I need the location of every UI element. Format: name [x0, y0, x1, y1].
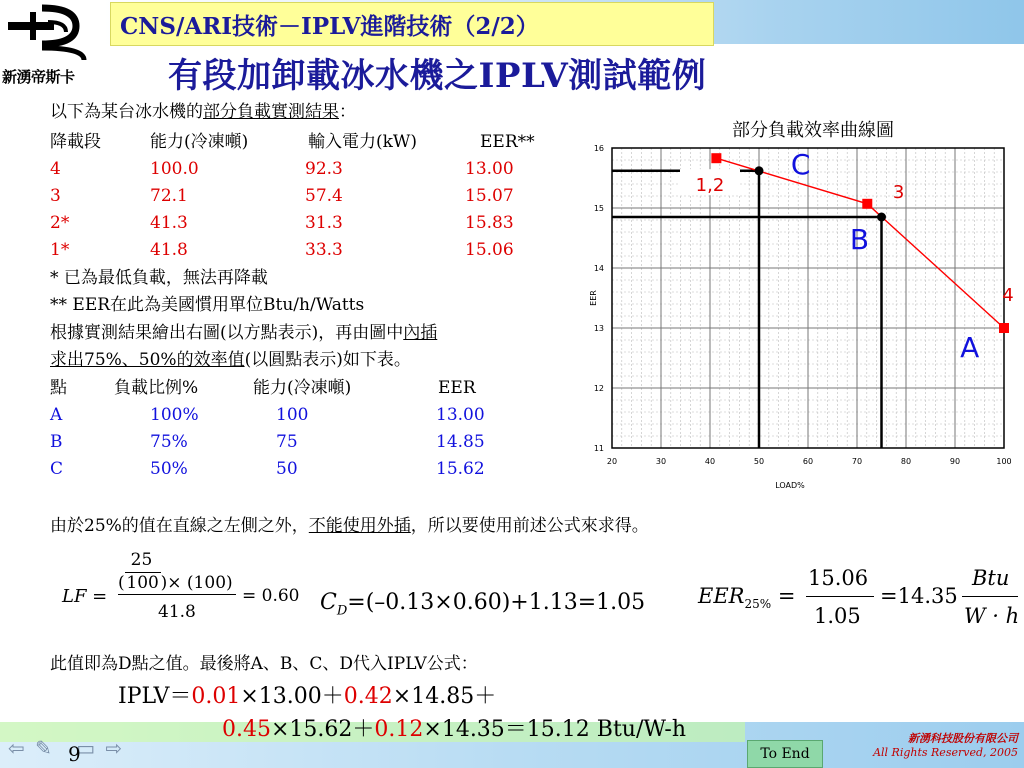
- table-cell: 33.3: [305, 240, 343, 260]
- table2-header-point: 點: [50, 378, 67, 398]
- intro-pre: 以下為某台冰水機的: [50, 102, 203, 122]
- copyright: All Rights Reserved, 2005: [873, 746, 1018, 759]
- point-label-B: B: [849, 223, 870, 256]
- table-cell: 15.06: [465, 240, 514, 260]
- company-name: 新湧科技股份有限公司: [908, 732, 1018, 745]
- to-end-button[interactable]: To End: [747, 740, 823, 768]
- table2-header-capacity: 能力(冷凍噸): [253, 378, 352, 398]
- point-label-3: 3: [892, 181, 905, 203]
- y-tick-label: 15: [593, 204, 604, 213]
- extrapolation-underlined: 不能使用外插: [308, 516, 411, 536]
- x-axis-label: LOAD%: [775, 481, 805, 490]
- note-method-1: [50, 323, 437, 343]
- x-tick-label: 100: [996, 457, 1012, 466]
- table-cell: 75%: [150, 432, 188, 452]
- point-label-C: C: [790, 148, 811, 181]
- table2-header-ratio: 負載比例%: [114, 378, 199, 398]
- eer-fraction-bar: [806, 596, 874, 597]
- table-cell: 72.1: [150, 186, 188, 206]
- table-cell: 3: [50, 186, 61, 206]
- extrapolation-text: ，所以要使用前述公式來求得。: [410, 516, 649, 536]
- x-tick-label: 40: [704, 457, 716, 466]
- chart-title: 部分負載效率曲線圖: [732, 120, 894, 141]
- measured-point: [711, 153, 721, 163]
- extrapolation-text: 由於25%的值在直線之左側之外，: [50, 516, 309, 536]
- y-tick-label: 16: [593, 144, 604, 153]
- measured-point: [999, 323, 1009, 333]
- lf-result: = 0.60: [242, 586, 300, 606]
- table-cell: 57.4: [305, 186, 343, 206]
- point-label-1-2: 1,2: [695, 175, 725, 197]
- table-cell: 4: [50, 159, 61, 179]
- y-tick-label: 13: [593, 324, 604, 333]
- table1-header-capacity: 能力(冷凍噸): [150, 132, 249, 152]
- table-cell: C: [50, 459, 64, 479]
- page-number: 9: [68, 742, 81, 766]
- eer-unit-num: Btu: [972, 566, 1010, 590]
- logo-text: 新湧帝斯卡: [2, 68, 75, 86]
- x-tick-label: 20: [606, 457, 618, 466]
- table-cell: 41.8: [150, 240, 188, 260]
- table1-header-power: 輸入電力(kW): [308, 132, 418, 152]
- company-credit: [860, 732, 1018, 760]
- x-tick-label: 50: [753, 457, 765, 466]
- previous-arrow-icon[interactable]: ⇦: [8, 736, 25, 760]
- table-cell: 2*: [50, 213, 70, 233]
- eer-denominator: 1.05: [814, 604, 861, 628]
- point-label-4: 4: [1002, 285, 1014, 306]
- intro-line: [50, 102, 356, 122]
- table-cell: 1*: [50, 240, 70, 260]
- note-min-load: * 已為最低負載，無法再降載: [50, 268, 268, 288]
- final-instruction: 此值即為D點之值。最後將A、B、C、D代入IPLV公式：: [50, 654, 478, 674]
- table1-header-eer: EER**: [480, 132, 535, 152]
- y-axis-label: EER: [589, 290, 598, 306]
- iplv-line-1: IPLV＝0.01×13.00＋0.42×14.85＋: [118, 684, 497, 709]
- eer-result: =14.35: [880, 584, 958, 608]
- iplv-line-2: 0.45×15.62＋0.12×14.35＝15.12 Btu/W-h: [222, 717, 686, 742]
- lf-100: 100: [126, 573, 159, 593]
- lf-lhs: LF =: [62, 586, 108, 607]
- slide-title: 有段加卸載冰水機之IPLV測試範例: [168, 56, 707, 96]
- note-eer-unit: ** EER在此為美國慣用單位Btu/h/Watts: [50, 295, 365, 315]
- interpolated-point: [877, 213, 886, 222]
- table-cell: A: [50, 405, 63, 425]
- table-cell: 13.00: [465, 159, 514, 179]
- table-cell: B: [50, 432, 63, 452]
- table-cell: 100%: [150, 405, 199, 425]
- pen-icon[interactable]: ✎: [35, 736, 52, 760]
- lf-25: 25: [130, 550, 153, 570]
- lf-times: × (100): [167, 573, 233, 593]
- slide-subtitle: CNS/ARI技術－IPLV進階技術（2/2）: [120, 13, 539, 40]
- table-cell: 50: [276, 459, 298, 479]
- eer-unit-bar: [962, 596, 1018, 597]
- lf-denominator: 41.8: [158, 602, 196, 622]
- note-method-text: (以圓點表示)如下表。: [244, 350, 411, 370]
- eer-lhs: $EER_{25\%}$ =: [698, 584, 796, 612]
- table-cell: 100: [276, 405, 309, 425]
- intro-post: ：: [339, 102, 356, 122]
- extrapolation-note: [50, 516, 649, 536]
- x-tick-label: 90: [949, 457, 961, 466]
- lf-numerator: ( $\frac{25}{100})\times (100)$: [118, 550, 233, 593]
- table-cell: 100.0: [150, 159, 199, 179]
- cd-subscript: D: [336, 603, 348, 619]
- x-tick-label: 70: [851, 457, 863, 466]
- cd-symbol: C: [320, 590, 337, 615]
- lf-fraction-bar: [118, 594, 236, 595]
- next-arrow-icon[interactable]: ⇨: [105, 736, 123, 760]
- table-cell: 75: [276, 432, 298, 452]
- intro-underlined: 部分負載實測結果: [203, 102, 339, 122]
- y-tick-label: 12: [593, 384, 604, 393]
- table2-header-eer: EER: [438, 378, 476, 398]
- table-cell: 31.3: [305, 213, 343, 233]
- menu-icon[interactable]: ▭: [76, 736, 96, 760]
- x-tick-label: 80: [900, 457, 912, 466]
- slide-nav-controls: [8, 736, 122, 760]
- measured-point: [862, 199, 872, 209]
- note-method-underlined: 內插: [403, 323, 438, 343]
- note-method-underlined: 求出75%、50%的效率值: [50, 350, 245, 370]
- y-tick-label: 14: [593, 264, 604, 273]
- table-cell: 15.83: [465, 213, 514, 233]
- efficiency-chart: [580, 138, 1020, 500]
- table-cell: 15.07: [465, 186, 514, 206]
- cd-rhs: =(–0.13×0.60)+1.13=1.05: [347, 590, 646, 615]
- interpolated-point: [755, 166, 764, 175]
- table-cell: 15.62: [436, 459, 485, 479]
- eer-unit-den: W · h: [964, 604, 1020, 628]
- table-cell: 13.00: [436, 405, 485, 425]
- table-cell: 50%: [150, 459, 188, 479]
- x-tick-label: 30: [655, 457, 667, 466]
- table1-header-stage: 降載段: [50, 132, 101, 152]
- y-tick-label: 11: [593, 444, 604, 453]
- point-label-A: A: [960, 331, 980, 364]
- cd-formula: [320, 590, 645, 618]
- note-method-text: 根據實測結果繪出右圖(以方點表示)，再由圖中: [50, 323, 404, 343]
- table-cell: 41.3: [150, 213, 188, 233]
- note-method-2: [50, 350, 411, 370]
- table-cell: 14.85: [436, 432, 485, 452]
- x-tick-label: 60: [802, 457, 814, 466]
- table-cell: 92.3: [305, 159, 343, 179]
- eer-numerator: 15.06: [808, 566, 869, 590]
